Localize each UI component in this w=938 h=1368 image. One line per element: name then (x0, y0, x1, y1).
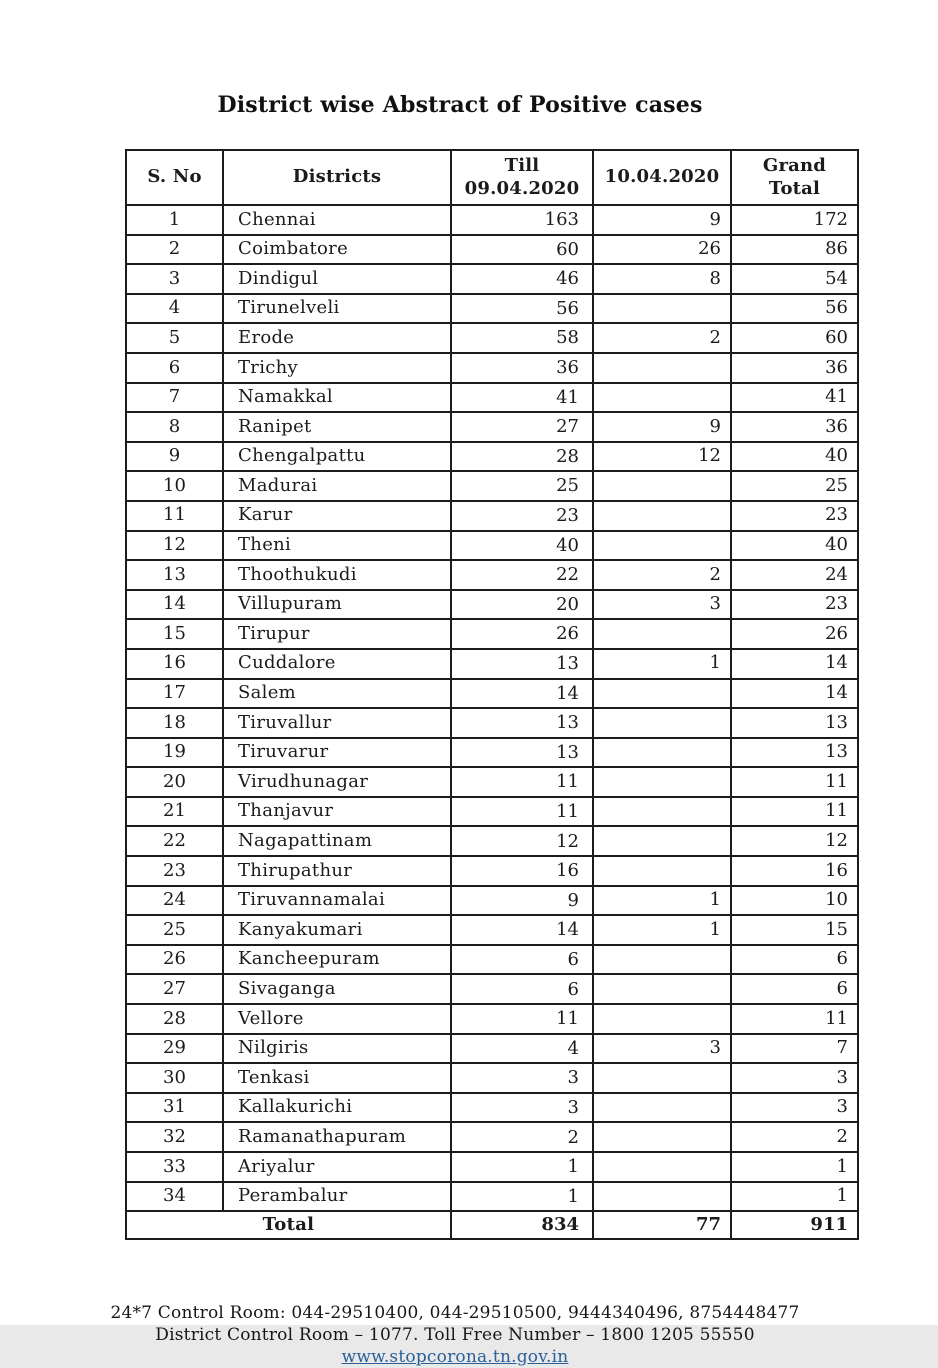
table-row (126, 1063, 858, 1093)
cell-s-no: 13 (126, 560, 223, 590)
cell-grand-value: 6 (731, 945, 858, 975)
cell-s-no: 23 (126, 856, 223, 886)
cell-till-value: 25 (451, 471, 593, 501)
page-title: District wise Abstract of Positive cases (217, 92, 703, 118)
cell-new-value (593, 1093, 731, 1123)
table-row (126, 471, 858, 501)
table-row (126, 886, 858, 916)
cell-district: Perambalur (223, 1182, 451, 1212)
cell-grand-value: 60 (731, 323, 858, 353)
footer (0, 1302, 910, 1368)
cell-new-value (593, 679, 731, 709)
table-row (126, 974, 858, 1004)
cell-s-no: 11 (126, 501, 223, 531)
cell-grand-value: 11 (731, 1004, 858, 1034)
cell-district: Chengalpattu (223, 442, 451, 472)
cell-s-no: 8 (126, 412, 223, 442)
control-room-line: 24*7 Control Room: 044-29510400, 044-29510500, 9444340496, 8754448477 (110, 1302, 800, 1323)
cell-till-value: 2 (451, 1122, 593, 1152)
cell-new-value (593, 353, 731, 383)
cell-district: Ariyalur (223, 1152, 451, 1182)
total-new-value: 77 (593, 1211, 731, 1239)
cell-grand-value: 2 (731, 1122, 858, 1152)
table-row (126, 442, 858, 472)
cell-till-value: 3 (451, 1063, 593, 1093)
cell-grand-value: 40 (731, 531, 858, 561)
cell-new-value: 1 (593, 886, 731, 916)
table-row (126, 856, 858, 886)
cell-s-no: 14 (126, 590, 223, 620)
table-row (126, 590, 858, 620)
cell-new-value (593, 501, 731, 531)
cell-grand-value: 23 (731, 501, 858, 531)
table-row (126, 915, 858, 945)
cell-new-value: 26 (593, 235, 731, 265)
cell-s-no: 12 (126, 531, 223, 561)
cell-s-no: 17 (126, 679, 223, 709)
cell-s-no: 29 (126, 1034, 223, 1064)
cell-district: Tirunelveli (223, 294, 451, 324)
cell-new-value: 1 (593, 915, 731, 945)
table-row (126, 353, 858, 383)
table-row (126, 1093, 858, 1123)
cell-grand-value: 15 (731, 915, 858, 945)
table-row (126, 826, 858, 856)
cell-till-value: 58 (451, 323, 593, 353)
cell-district: Ramanathapuram (223, 1122, 451, 1152)
cell-grand-value: 24 (731, 560, 858, 590)
table-row (126, 323, 858, 353)
cell-s-no: 4 (126, 294, 223, 324)
cell-district: Tiruvannamalai (223, 886, 451, 916)
cell-s-no: 24 (126, 886, 223, 916)
table-row (126, 264, 858, 294)
cell-grand-value: 7 (731, 1034, 858, 1064)
cell-district: Madurai (223, 471, 451, 501)
cell-grand-value: 25 (731, 471, 858, 501)
cell-new-value: 12 (593, 442, 731, 472)
cell-district: Tenkasi (223, 1063, 451, 1093)
cell-district: Villupuram (223, 590, 451, 620)
cell-s-no: 19 (126, 738, 223, 768)
table-row (126, 945, 858, 975)
cell-new-value (593, 383, 731, 413)
table-row (126, 383, 858, 413)
cell-s-no: 3 (126, 264, 223, 294)
cell-s-no: 2 (126, 235, 223, 265)
cell-s-no: 9 (126, 442, 223, 472)
cell-district: Chennai (223, 205, 451, 235)
cell-new-value (593, 471, 731, 501)
cell-grand-value: 172 (731, 205, 858, 235)
cell-new-value (593, 531, 731, 561)
cell-new-value (593, 974, 731, 1004)
cell-district: Trichy (223, 353, 451, 383)
cell-new-value (593, 294, 731, 324)
table-row (126, 767, 858, 797)
cell-new-value: 1 (593, 649, 731, 679)
cell-s-no: 7 (126, 383, 223, 413)
total-till-value: 834 (451, 1211, 593, 1239)
cell-grand-value: 1 (731, 1182, 858, 1212)
cell-district: Tiruvarur (223, 738, 451, 768)
cell-till-value: 163 (451, 205, 593, 235)
cell-district: Kancheepuram (223, 945, 451, 975)
cell-new-value (593, 619, 731, 649)
cell-grand-value: 36 (731, 353, 858, 383)
cell-district: Thoothukudi (223, 560, 451, 590)
table-header-row (126, 150, 858, 205)
cell-s-no: 31 (126, 1093, 223, 1123)
cell-new-value: 3 (593, 1034, 731, 1064)
cell-district: Namakkal (223, 383, 451, 413)
cell-s-no: 20 (126, 767, 223, 797)
district-control-room-line: District Control Room – 1077. Toll Free Number – 1800 1205 55550 (155, 1324, 755, 1345)
table-row (126, 619, 858, 649)
header-grand-total: Grand Total (731, 150, 858, 205)
cell-district: Nilgiris (223, 1034, 451, 1064)
cell-s-no: 26 (126, 945, 223, 975)
cell-s-no: 33 (126, 1152, 223, 1182)
cell-grand-value: 13 (731, 738, 858, 768)
cell-till-value: 13 (451, 649, 593, 679)
cell-new-value: 9 (593, 412, 731, 442)
cell-new-value: 8 (593, 264, 731, 294)
table-row (126, 501, 858, 531)
table-row (126, 1034, 858, 1064)
cell-new-value (593, 1004, 731, 1034)
cell-till-value: 4 (451, 1034, 593, 1064)
cell-new-value (593, 856, 731, 886)
cell-till-value: 40 (451, 531, 593, 561)
cell-district: Coimbatore (223, 235, 451, 265)
cell-new-value: 9 (593, 205, 731, 235)
table-row (126, 1122, 858, 1152)
cell-grand-value: 56 (731, 294, 858, 324)
cell-district: Thirupathur (223, 856, 451, 886)
cell-district: Kanyakumari (223, 915, 451, 945)
cell-till-value: 41 (451, 383, 593, 413)
total-grand-value: 911 (731, 1211, 858, 1239)
cell-till-value: 1 (451, 1182, 593, 1212)
positive-cases-table (125, 149, 859, 1240)
cell-grand-value: 54 (731, 264, 858, 294)
cell-till-value: 36 (451, 353, 593, 383)
cell-till-value: 12 (451, 826, 593, 856)
cell-district: Karur (223, 501, 451, 531)
cell-till-value: 1 (451, 1152, 593, 1182)
cell-new-value (593, 1182, 731, 1212)
table-row (126, 1182, 858, 1212)
cell-s-no: 1 (126, 205, 223, 235)
cell-grand-value: 11 (731, 767, 858, 797)
cell-till-value: 6 (451, 974, 593, 1004)
table-row (126, 412, 858, 442)
cell-till-value: 16 (451, 856, 593, 886)
table-row (126, 294, 858, 324)
cell-till-value: 26 (451, 619, 593, 649)
table-row (126, 1004, 858, 1034)
cell-grand-value: 16 (731, 856, 858, 886)
cell-s-no: 30 (126, 1063, 223, 1093)
total-row (126, 1211, 858, 1239)
cell-s-no: 5 (126, 323, 223, 353)
cell-s-no: 16 (126, 649, 223, 679)
cell-new-value: 3 (593, 590, 731, 620)
cell-new-value (593, 826, 731, 856)
cell-till-value: 11 (451, 797, 593, 827)
cell-district: Cuddalore (223, 649, 451, 679)
cell-grand-value: 14 (731, 649, 858, 679)
header-districts: Districts (223, 150, 451, 205)
cell-grand-value: 14 (731, 679, 858, 709)
table-row (126, 560, 858, 590)
cell-new-value (593, 1152, 731, 1182)
table-row (126, 708, 858, 738)
cell-grand-value: 10 (731, 886, 858, 916)
cell-new-value: 2 (593, 323, 731, 353)
cell-grand-value: 41 (731, 383, 858, 413)
cell-district: Vellore (223, 1004, 451, 1034)
cell-s-no: 22 (126, 826, 223, 856)
cell-till-value: 3 (451, 1093, 593, 1123)
stopcorona-link[interactable]: www.stopcorona.tn.gov.in (341, 1346, 569, 1367)
cell-till-value: 46 (451, 264, 593, 294)
header-till-date: Till 09.04.2020 (451, 150, 593, 205)
cell-till-value: 11 (451, 1004, 593, 1034)
cell-district: Tiruvallur (223, 708, 451, 738)
cell-district: Sivaganga (223, 974, 451, 1004)
cell-s-no: 6 (126, 353, 223, 383)
cell-till-value: 56 (451, 294, 593, 324)
cell-grand-value: 36 (731, 412, 858, 442)
cell-s-no: 28 (126, 1004, 223, 1034)
cell-grand-value: 40 (731, 442, 858, 472)
cell-s-no: 18 (126, 708, 223, 738)
table-row (126, 679, 858, 709)
cell-till-value: 13 (451, 738, 593, 768)
cell-till-value: 22 (451, 560, 593, 590)
cell-grand-value: 12 (731, 826, 858, 856)
table-row (126, 797, 858, 827)
cell-till-value: 6 (451, 945, 593, 975)
cell-district: Dindigul (223, 264, 451, 294)
cell-till-value: 9 (451, 886, 593, 916)
cell-new-value: 2 (593, 560, 731, 590)
cell-till-value: 11 (451, 767, 593, 797)
table-row (126, 1152, 858, 1182)
cell-grand-value: 6 (731, 974, 858, 1004)
cell-new-value (593, 945, 731, 975)
cell-till-value: 28 (451, 442, 593, 472)
cell-new-value (593, 1063, 731, 1093)
cell-grand-value: 26 (731, 619, 858, 649)
cell-s-no: 32 (126, 1122, 223, 1152)
cell-s-no: 21 (126, 797, 223, 827)
cell-district: Salem (223, 679, 451, 709)
cell-grand-value: 86 (731, 235, 858, 265)
cell-new-value (593, 708, 731, 738)
table-row (126, 205, 858, 235)
header-s-no: S. No (126, 150, 223, 205)
cell-till-value: 20 (451, 590, 593, 620)
cell-new-value (593, 767, 731, 797)
cell-district: Virudhunagar (223, 767, 451, 797)
cell-till-value: 60 (451, 235, 593, 265)
cell-till-value: 14 (451, 679, 593, 709)
cell-district: Erode (223, 323, 451, 353)
cell-grand-value: 13 (731, 708, 858, 738)
cell-new-value (593, 1122, 731, 1152)
cell-s-no: 27 (126, 974, 223, 1004)
total-label: Total (126, 1211, 451, 1239)
cell-grand-value: 1 (731, 1152, 858, 1182)
cell-till-value: 27 (451, 412, 593, 442)
cell-grand-value: 23 (731, 590, 858, 620)
table-row (126, 531, 858, 561)
cell-district: Thanjavur (223, 797, 451, 827)
header-new-date: 10.04.2020 (593, 150, 731, 205)
cell-s-no: 25 (126, 915, 223, 945)
table-row (126, 649, 858, 679)
cell-district: Theni (223, 531, 451, 561)
cell-till-value: 23 (451, 501, 593, 531)
cell-s-no: 34 (126, 1182, 223, 1212)
cell-till-value: 13 (451, 708, 593, 738)
cell-district: Kallakurichi (223, 1093, 451, 1123)
table-row (126, 738, 858, 768)
cell-s-no: 10 (126, 471, 223, 501)
cell-grand-value: 3 (731, 1093, 858, 1123)
table-row (126, 235, 858, 265)
cell-district: Ranipet (223, 412, 451, 442)
cell-s-no: 15 (126, 619, 223, 649)
cell-grand-value: 11 (731, 797, 858, 827)
cell-new-value (593, 738, 731, 768)
cell-grand-value: 3 (731, 1063, 858, 1093)
cell-district: Nagapattinam (223, 826, 451, 856)
cell-till-value: 14 (451, 915, 593, 945)
cell-new-value (593, 797, 731, 827)
cell-district: Tirupur (223, 619, 451, 649)
